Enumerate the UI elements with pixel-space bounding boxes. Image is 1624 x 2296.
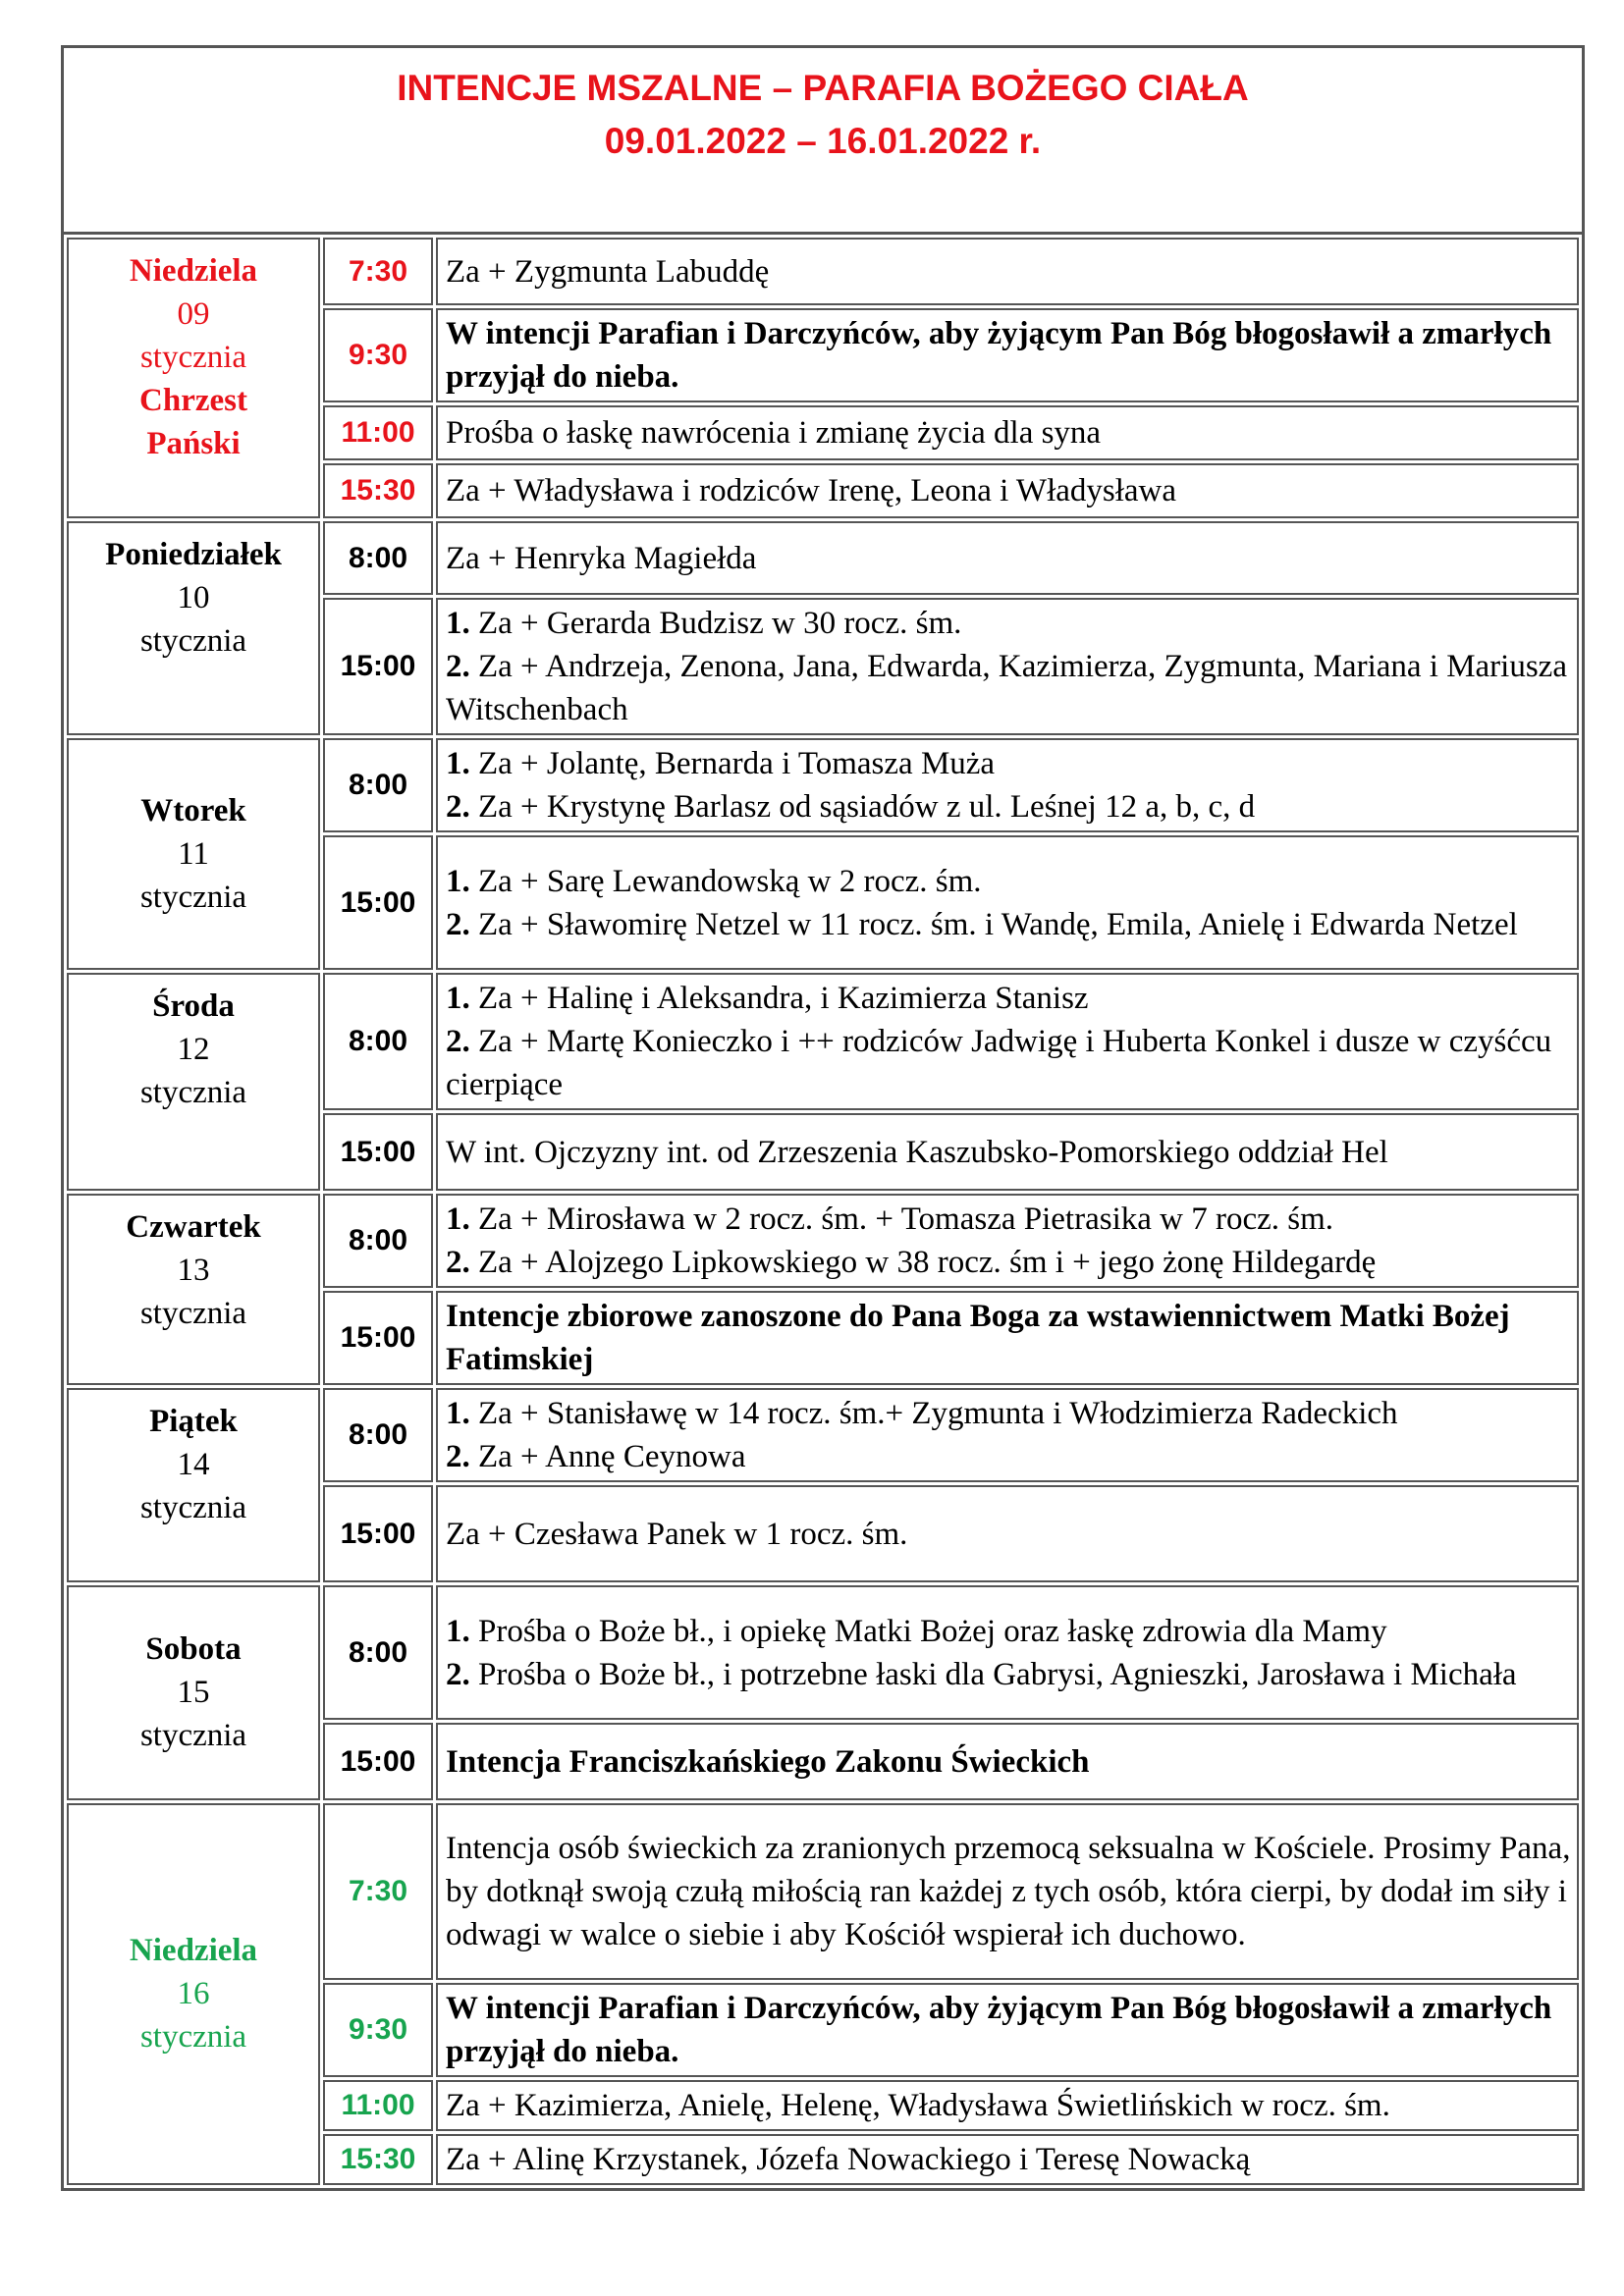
item-number: 2. bbox=[446, 1024, 470, 1059]
item-number: 2. bbox=[446, 789, 470, 825]
day-number: 10 bbox=[177, 580, 210, 615]
item-number: 1. bbox=[446, 981, 470, 1016]
day-cell-sunday-16 bbox=[67, 1803, 320, 2185]
item-number: 2. bbox=[446, 906, 470, 942]
day-name: Środa bbox=[152, 988, 235, 1024]
mass-intention: Za + Zygmunta Labuddę bbox=[436, 238, 1579, 305]
item-text: Za + Krystynę Barlasz od sąsiadów z ul. Leśnej 12 a, b, c, d bbox=[478, 789, 1256, 825]
intention-line-1 bbox=[446, 1610, 1571, 1653]
mass-time: 7:30 bbox=[323, 238, 433, 305]
day-month: stycznia bbox=[139, 623, 247, 659]
intention-line-2 bbox=[446, 1653, 1571, 1696]
mass-time: 15:00 bbox=[323, 835, 433, 970]
mass-intention bbox=[436, 835, 1579, 970]
item-text: Za + Stanisławę w 14 rocz. śm.+ Zygmunta i Włodzimierza Radeckich bbox=[478, 1396, 1398, 1431]
mass-intention-text: Intencje zbiorowe zanoszone do Pana Boga za wstawiennictwem Matki Bożej Fatimskiej bbox=[446, 1299, 1510, 1377]
item-text: Za + Sarę Lewandowską w 2 rocz. śm. bbox=[478, 863, 982, 899]
mass-intention bbox=[436, 1194, 1579, 1288]
schedule-document bbox=[61, 45, 1585, 2191]
mass-intention: Za + Henryka Magiełda bbox=[436, 521, 1579, 595]
item-text: Za + Alojzego Lipkowskiego w 38 rocz. śm i + jego żonę Hildegardę bbox=[478, 1245, 1377, 1280]
item-number: 1. bbox=[446, 1613, 470, 1649]
day-cell-sunday-09 bbox=[67, 238, 320, 518]
day-name: Piątek bbox=[149, 1404, 238, 1439]
mass-time: 11:00 bbox=[323, 405, 433, 460]
header-box bbox=[61, 45, 1585, 235]
mass-intention bbox=[436, 308, 1579, 402]
mass-time: 8:00 bbox=[323, 1585, 433, 1720]
day-cell-saturday-15 bbox=[67, 1585, 320, 1800]
table-row bbox=[67, 1388, 1579, 1482]
day-month: stycznia bbox=[139, 1490, 247, 1525]
date-range: 09.01.2022 – 16.01.2022 r. bbox=[604, 121, 1042, 161]
day-month: stycznia bbox=[139, 340, 247, 375]
page-title: INTENCJE MSZALNE – PARAFIA BOŻEGO CIAŁA bbox=[397, 68, 1249, 108]
mass-intention: Za + Kazimierza, Anielę, Helenę, Władysława Świetlińskich w rocz. śm. bbox=[436, 2080, 1579, 2131]
mass-intention bbox=[436, 1388, 1579, 1482]
item-number: 1. bbox=[446, 746, 470, 781]
item-text: Prośba o Boże bł., i opiekę Matki Bożej oraz łaskę zdrowia dla Mamy bbox=[478, 1613, 1387, 1649]
day-number: 12 bbox=[177, 1032, 210, 1067]
day-cell-tuesday-11 bbox=[67, 738, 320, 970]
day-cell-monday-10 bbox=[67, 521, 320, 735]
day-number: 14 bbox=[177, 1447, 210, 1482]
day-number: 16 bbox=[177, 1976, 210, 2011]
mass-intention: Za + Władysława i rodziców Irenę, Leona i Władysława bbox=[436, 463, 1579, 518]
mass-time: 15:30 bbox=[323, 2134, 433, 2185]
day-number: 15 bbox=[177, 1675, 210, 1710]
day-month: stycznia bbox=[139, 2019, 247, 2055]
day-cell-wednesday-12 bbox=[67, 973, 320, 1191]
table-row bbox=[67, 973, 1579, 1110]
day-name: Niedziela bbox=[129, 1933, 258, 1968]
mass-intention: W int. Ojczyzny int. od Zrzeszenia Kaszubsko-Pomorskiego oddział Hel bbox=[436, 1113, 1579, 1191]
item-number: 1. bbox=[446, 606, 470, 641]
intention-line-1 bbox=[446, 860, 1571, 903]
feast-name-line1: Chrzest bbox=[139, 383, 247, 418]
mass-time: 15:00 bbox=[323, 598, 433, 735]
item-text: Za + Martę Konieczko i ++ rodziców Jadwigę i Huberta Konkel i dusze w czyśćcu cierpiące bbox=[446, 1024, 1552, 1102]
item-text: Za + Gerarda Budzisz w 30 rocz. śm. bbox=[478, 606, 962, 641]
day-name: Czwartek bbox=[126, 1209, 261, 1245]
mass-intention: Za + Alinę Krzystanek, Józefa Nowackiego i Teresę Nowacką bbox=[436, 2134, 1579, 2185]
feast-name-line2: Pański bbox=[146, 426, 241, 461]
day-name: Sobota bbox=[145, 1631, 242, 1667]
mass-time: 8:00 bbox=[323, 1194, 433, 1288]
item-number: 2. bbox=[446, 1656, 470, 1692]
day-number: 11 bbox=[178, 835, 209, 872]
mass-time: 7:30 bbox=[323, 1803, 433, 1980]
table-row bbox=[67, 238, 1579, 305]
intention-line-2 bbox=[446, 645, 1571, 731]
mass-time: 15:00 bbox=[323, 1291, 433, 1385]
intention-line-2 bbox=[446, 785, 1571, 828]
mass-time: 8:00 bbox=[323, 973, 433, 1110]
day-month: stycznia bbox=[139, 1296, 247, 1331]
intention-line-2 bbox=[446, 1020, 1571, 1106]
mass-time: 15:00 bbox=[323, 1485, 433, 1582]
item-text: Za + Mirosława w 2 rocz. śm. + Tomasza Pietrasika w 7 rocz. śm. bbox=[478, 1201, 1334, 1237]
day-cell-friday-14 bbox=[67, 1388, 320, 1582]
mass-time: 8:00 bbox=[323, 1388, 433, 1482]
mass-time: 15:00 bbox=[323, 1723, 433, 1800]
item-number: 2. bbox=[446, 1439, 470, 1474]
mass-time: 15:30 bbox=[323, 463, 433, 518]
intention-line-1 bbox=[446, 602, 1571, 645]
day-cell-thursday-13 bbox=[67, 1194, 320, 1385]
mass-intention bbox=[436, 1983, 1579, 2077]
intention-line-1 bbox=[446, 742, 1571, 785]
day-month: stycznia bbox=[139, 879, 247, 915]
day-name: Niedziela bbox=[129, 253, 258, 289]
item-text: Za + Sławomirę Netzel w 11 rocz. śm. i Wandę, Emila, Anielę i Edwarda Netzel bbox=[478, 906, 1518, 942]
intention-line-2 bbox=[446, 1241, 1571, 1284]
table-row bbox=[67, 738, 1579, 832]
mass-time: 9:30 bbox=[323, 308, 433, 402]
item-text: Za + Halinę i Aleksandra, i Kazimierza Stanisz bbox=[478, 981, 1089, 1016]
mass-intention: Intencja osób świeckich za zranionych przemocą seksualna w Kościele. Prosimy Pana, by dotknął swoją czułą miłością ran każdej z tych osób, która cierpi, by dodał im siły i odwagi w walce o siebie i aby Kościół wspierał ich duchowo. bbox=[436, 1803, 1579, 1980]
day-number: 09 bbox=[177, 296, 210, 332]
item-number: 1. bbox=[446, 1201, 470, 1237]
mass-intention bbox=[436, 1585, 1579, 1720]
mass-intentions-table bbox=[61, 235, 1585, 2191]
mass-time: 11:00 bbox=[323, 2080, 433, 2131]
mass-time: 8:00 bbox=[323, 521, 433, 595]
mass-time: 8:00 bbox=[323, 738, 433, 832]
item-number: 1. bbox=[446, 863, 470, 899]
day-number: 13 bbox=[177, 1253, 210, 1288]
intention-line-2 bbox=[446, 903, 1571, 946]
table-row bbox=[67, 1803, 1579, 1980]
mass-intention-text: Intencja Franciszkańskiego Zakonu Świeckich bbox=[446, 1743, 1090, 1780]
day-month: stycznia bbox=[139, 1075, 247, 1110]
item-text: Za + Annę Ceynowa bbox=[478, 1439, 746, 1474]
item-text: Za + Andrzeja, Zenona, Jana, Edwarda, Kazimierza, Zygmunta, Mariana i Mariusza Witschenbach bbox=[446, 649, 1567, 727]
mass-intention: Za + Czesława Panek w 1 rocz. śm. bbox=[436, 1485, 1579, 1582]
item-text: Prośba o Boże bł., i potrzebne łaski dla Gabrysi, Agnieszki, Jarosława i Michała bbox=[478, 1656, 1517, 1692]
day-name: Wtorek bbox=[140, 792, 246, 828]
table-row bbox=[67, 1194, 1579, 1288]
mass-time: 9:30 bbox=[323, 1983, 433, 2077]
mass-time: 15:00 bbox=[323, 1113, 433, 1191]
mass-intention bbox=[436, 598, 1579, 735]
mass-intention bbox=[436, 1723, 1579, 1800]
intention-line-1 bbox=[446, 1198, 1571, 1241]
mass-intention bbox=[436, 738, 1579, 832]
mass-intention bbox=[436, 1291, 1579, 1385]
table-row bbox=[67, 521, 1579, 595]
intention-line-1 bbox=[446, 977, 1571, 1020]
item-number: 2. bbox=[446, 649, 470, 684]
mass-intention: Prośba o łaskę nawrócenia i zmianę życia dla syna bbox=[436, 405, 1579, 460]
table-row bbox=[67, 1585, 1579, 1720]
mass-intention-text: W intencji Parafian i Darczyńców, aby żyjącym Pan Bóg błogosławił a zmarłych przyjął do nieba. bbox=[446, 316, 1552, 395]
mass-intention bbox=[436, 973, 1579, 1110]
mass-intention-text: W intencji Parafian i Darczyńców, aby żyjącym Pan Bóg błogosławił a zmarłych przyjął do nieba. bbox=[446, 1991, 1552, 2069]
intention-line-1 bbox=[446, 1392, 1571, 1435]
day-month: stycznia bbox=[139, 1718, 247, 1753]
item-text: Za + Jolantę, Bernarda i Tomasza Muża bbox=[478, 746, 996, 781]
item-number: 2. bbox=[446, 1245, 470, 1280]
item-number: 1. bbox=[446, 1396, 470, 1431]
intention-line-2 bbox=[446, 1435, 1571, 1478]
day-name: Poniedziałek bbox=[105, 537, 282, 572]
